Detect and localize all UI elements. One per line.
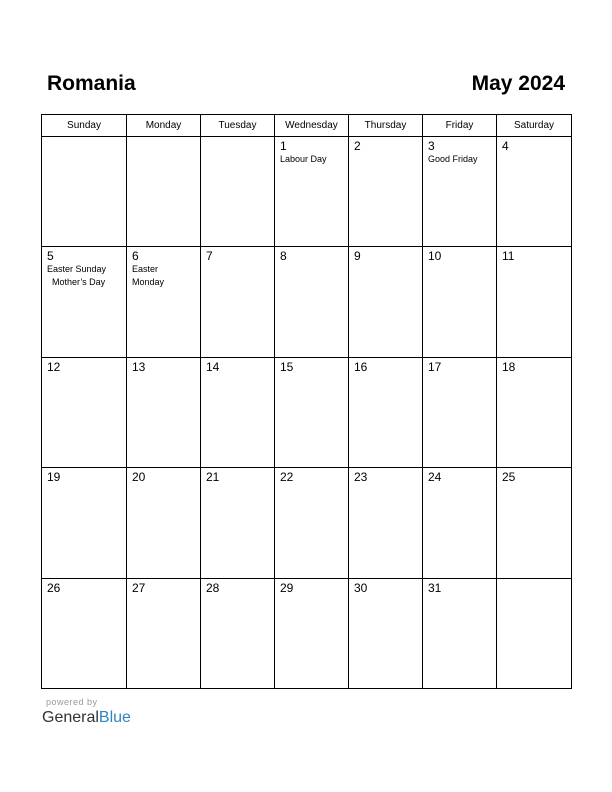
day-cell — [275, 468, 349, 578]
day-number: 18 — [502, 359, 516, 374]
day-number: 9 — [354, 249, 361, 264]
day-number: 13 — [132, 359, 146, 374]
day-number: 26 — [47, 580, 61, 595]
day-number: 15 — [280, 359, 294, 374]
country-title: Romania — [47, 72, 136, 95]
day-number: 16 — [354, 359, 368, 374]
week-row — [42, 247, 572, 357]
weekday-header: Sunday — [42, 115, 127, 137]
day-cell — [127, 247, 201, 357]
day-number: 22 — [280, 470, 294, 485]
weekday-header: Monday — [127, 115, 201, 137]
day-number: 2 — [354, 139, 361, 153]
day-cell — [275, 247, 349, 357]
brand-blue-text: Blue — [98, 709, 131, 726]
day-cell — [349, 137, 423, 247]
weekday-header: Friday — [423, 115, 497, 137]
day-number: 27 — [132, 580, 146, 595]
day-number: 31 — [428, 580, 442, 595]
brand-general-text: General — [42, 709, 99, 726]
day-cell — [275, 137, 349, 247]
weekday-header-row — [42, 115, 572, 137]
day-cell — [42, 357, 127, 467]
empty-day-cell — [42, 137, 127, 247]
day-cell — [275, 578, 349, 688]
day-number: 21 — [206, 470, 220, 485]
day-number: 14 — [206, 359, 220, 374]
week-row — [42, 357, 572, 467]
day-number: 3 — [428, 139, 435, 153]
day-cell — [497, 137, 572, 247]
day-cell — [127, 357, 201, 467]
day-number: 10 — [428, 249, 442, 264]
weekday-header: Tuesday — [201, 115, 275, 137]
day-cell — [127, 468, 201, 578]
holiday-label: Labour Day — [280, 154, 327, 164]
week-row — [42, 137, 572, 247]
holiday-label: Good Friday — [428, 154, 478, 164]
month-title: May 2024 — [471, 72, 565, 95]
day-number: 28 — [206, 580, 220, 595]
day-number: 12 — [47, 359, 61, 374]
day-number: 4 — [502, 139, 509, 153]
day-cell — [423, 137, 497, 247]
day-cell — [201, 247, 275, 357]
weekday-header: Saturday — [497, 115, 572, 137]
day-cell — [497, 247, 572, 357]
day-number: 25 — [502, 470, 516, 485]
generalblue-logo — [42, 709, 131, 727]
day-cell — [201, 357, 275, 467]
holiday-label: Easter — [132, 264, 159, 275]
day-cell — [42, 247, 127, 357]
day-number: 19 — [47, 470, 61, 485]
day-number: 23 — [354, 470, 368, 485]
day-cell — [349, 578, 423, 688]
day-cell — [349, 357, 423, 467]
day-number: 17 — [428, 359, 442, 374]
week-row — [42, 468, 572, 578]
day-number: 24 — [428, 470, 442, 485]
day-number: 30 — [354, 580, 368, 595]
day-number: 1 — [280, 139, 287, 153]
day-cell — [42, 468, 127, 578]
day-cell — [497, 468, 572, 578]
day-cell — [349, 468, 423, 578]
day-number: 5 — [47, 249, 54, 264]
weekday-header: Thursday — [349, 115, 423, 137]
day-number: 29 — [280, 580, 294, 595]
day-number: 7 — [206, 249, 213, 264]
week-row — [42, 578, 572, 688]
day-number: 20 — [132, 470, 146, 485]
holiday-label: Monday — [132, 277, 165, 288]
day-cell — [201, 578, 275, 688]
empty-day-cell — [127, 137, 201, 247]
day-cell — [423, 468, 497, 578]
day-cell — [349, 247, 423, 357]
day-cell — [423, 247, 497, 357]
weekday-header: Wednesday — [275, 115, 349, 137]
empty-day-cell — [497, 578, 572, 688]
day-number: 11 — [502, 249, 515, 264]
holiday-label: Mother’s Day — [52, 277, 106, 288]
day-cell — [423, 357, 497, 467]
day-number: 8 — [280, 249, 287, 264]
day-cell — [127, 578, 201, 688]
holiday-label: Easter Sunday — [47, 264, 107, 275]
day-cell — [42, 578, 127, 688]
day-cell — [497, 357, 572, 467]
day-cell — [423, 578, 497, 688]
empty-day-cell — [201, 137, 275, 247]
day-cell — [201, 468, 275, 578]
day-number: 6 — [132, 249, 139, 264]
calendar-grid — [41, 114, 572, 689]
powered-by-label: powered by — [46, 697, 98, 707]
day-cell — [275, 357, 349, 467]
